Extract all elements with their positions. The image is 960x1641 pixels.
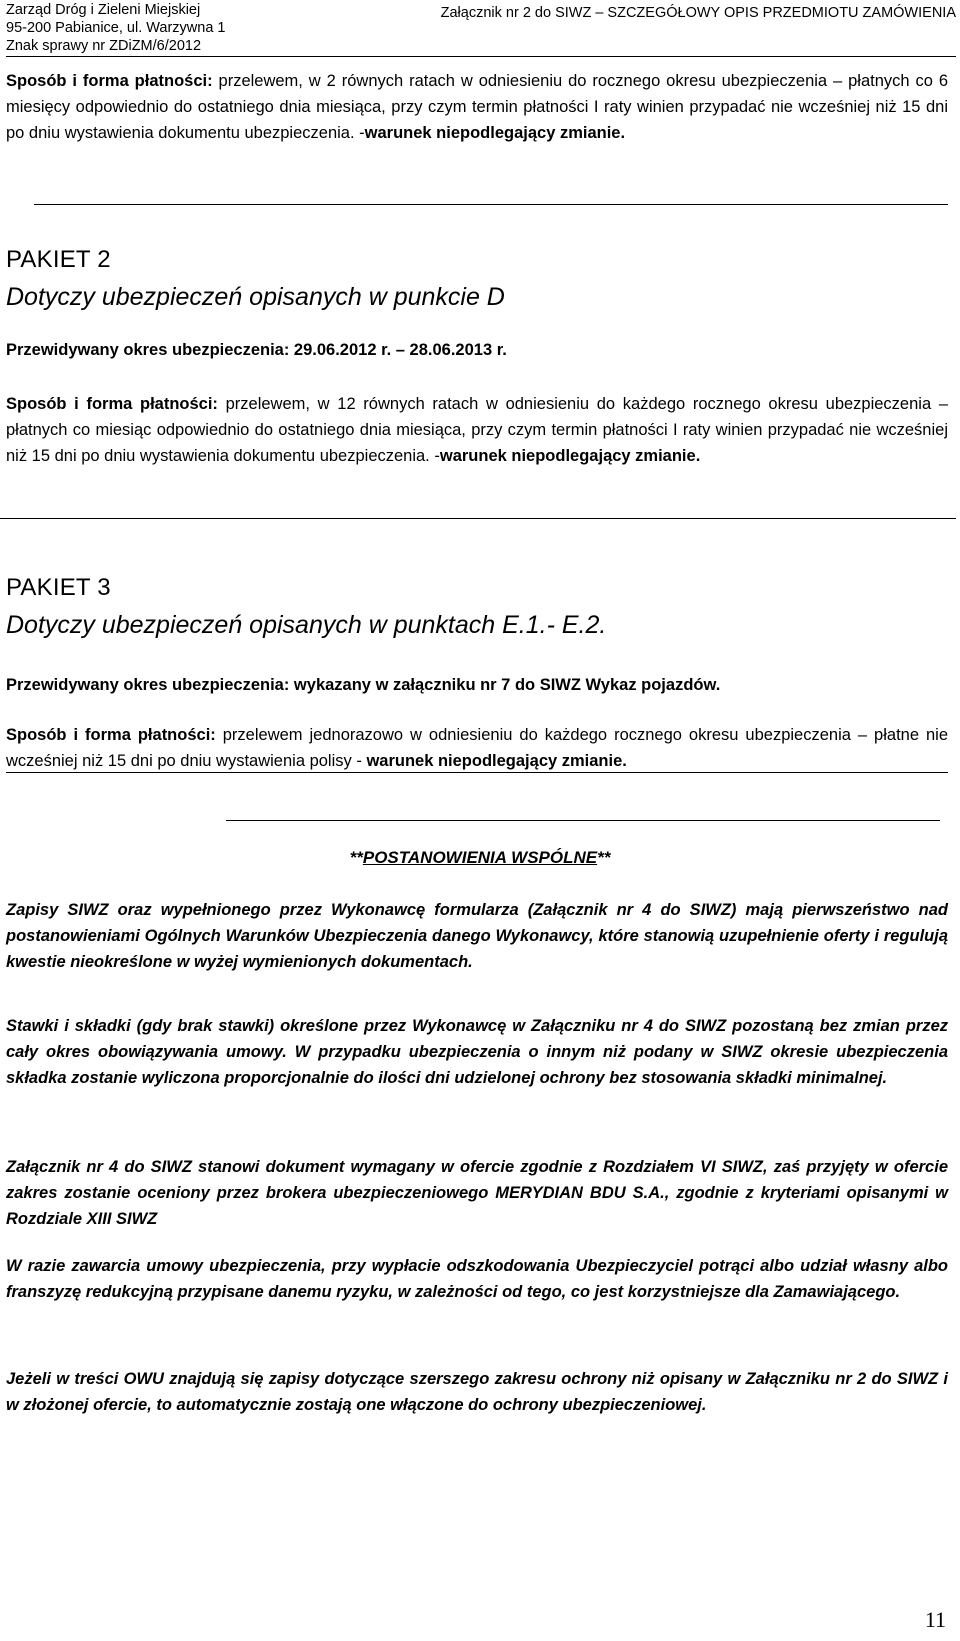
common-paragraph: Zapisy SIWZ oraz wypełnionego przez Wykonawcę formularza (Załącznik nr 4 do SIWZ) mają pierwszeństwo nad postanowieniami Ogólnych Warunków Ubezpieczenia danego Wykonawcy, które stanowią uzupełnienie oferty i regulują kwestie nieokreślone w wyżej wymienionych dokumentach. — [6, 901, 948, 971]
header-line-2: 95-200 Pabianice, ul. Warzywna 1 — [6, 20, 226, 36]
page-number: 11 — [924, 1607, 946, 1632]
common-paragraph: Załącznik nr 4 do SIWZ stanowi dokument wymagany w ofercie zgodnie z Rozdziałem VI SIWZ, zaś przyjęty w ofercie zakres zostanie oceniony przez brokera ubezpieczeniowego MERYDIAN BDU S.A., zgodnie z kryteriami opisanymi w Rozdziale XIII SIWZ — [6, 1158, 948, 1228]
payment-label: Sposób i forma płatności: — [6, 72, 213, 90]
section-divider — [34, 204, 948, 205]
section-divider — [0, 518, 956, 519]
common-paragraph: Jeżeli w treści OWU znajdują się zapisy dotyczące szerszego zakresu ochrony niż opisany w Załączniku nr 2 do SIWZ i w złożonej ofercie, to automatycznie zostają one włączone do ochrony ubezpieczeniowej. — [6, 1370, 948, 1414]
pakiet2-payment-paragraph — [6, 391, 948, 469]
pakiet3-title: PAKIET 3 — [6, 574, 111, 601]
pakiet2-title: PAKIET 2 — [6, 246, 111, 273]
pakiet2-subtitle: Dotyczy ubezpieczeń opisanych w punkcie D — [6, 283, 505, 311]
payment-text: przelewem, w 2 równych ratach w odniesieniu do rocznego okresu ubezpieczenia – płatnych co 6 miesięcy odpowiednio do ostatniego dnia miesiąca, przy czym termin płatności I raty winien przypadać nie wcześniej niż 15 dni po dniu wystawienia dokumentu ubezpieczenia. - — [6, 72, 948, 142]
header-line-1: Zarząd Dróg i Zieleni Miejskiej — [6, 2, 201, 18]
common-title-suffix: ** — [597, 848, 611, 867]
payment-text: przelewem jednorazowo w odniesieniu do każdego rocznego okresu ubezpieczenia – płatne nie wcześniej niż 15 dni po dniu wystawienia polisy - — [6, 726, 948, 770]
common-title-prefix: ** — [349, 848, 363, 867]
pakiet1-payment-paragraph — [6, 68, 948, 146]
pakiet3-payment-paragraph — [6, 722, 948, 774]
header-institution — [6, 1, 226, 55]
pakiet2-period: Przewidywany okres ubezpieczenia: 29.06.2012 r. – 28.06.2013 r. — [6, 341, 507, 359]
common-paragraph: Stawki i składki (gdy brak stawki) określone przez Wykonawcę w Załączniku nr 4 do SIWZ pozostaną bez zmian przez cały okres obowiązywania umowy. W przypadku ubezpieczenia o innym niż podany w SIWZ okresie ubezpieczenia składka zostanie wyliczona proporcjonalnie do ilości dni udzielonej ochrony bez stosowania składki minimalnej. — [6, 1017, 948, 1087]
payment-text: przelewem, w 12 równych ratach w odniesieniu do każdego rocznego okresu ubezpieczenia – płatnych co miesiąc odpowiednio do ostatniego dnia miesiąca, przy czym termin płatności I raty winien przypadać nie wcześniej niż 15 dni po dniu wystawienia dokumentu ubezpieczenia. - — [6, 395, 948, 465]
payment-warning: warunek niepodlegający zmianie. — [366, 752, 627, 770]
common-title-text: POSTANOWIENIA WSPÓLNE — [362, 848, 598, 867]
pakiet3-period: Przewidywany okres ubezpieczenia: wykazany w załączniku nr 7 do SIWZ Wykaz pojazdów. — [6, 676, 721, 694]
header-divider — [6, 56, 956, 57]
payment-warning: warunek niepodlegający zmianie. — [364, 124, 626, 142]
pakiet3-subtitle: Dotyczy ubezpieczeń opisanych w punktach E.1.- E.2. — [6, 611, 607, 639]
section-divider — [6, 772, 948, 773]
header-line-3: Znak sprawy nr ZDiZM/6/2012 — [6, 38, 202, 54]
payment-warning: warunek niepodlegający zmianie. — [439, 447, 701, 465]
payment-label: Sposób i forma płatności: — [6, 395, 218, 413]
header-attachment-title: Załącznik nr 2 do SIWZ – SZCZEGÓŁOWY OPIS PRZEDMIOTU ZAMÓWIENIA — [440, 5, 956, 21]
common-title — [0, 848, 960, 868]
common-paragraph: W razie zawarcia umowy ubezpieczenia, przy wypłacie odszkodowania Ubezpieczyciel potrąci albo udział własny albo franszyzę redukcyjną przypisane danemu ryzyku, w zależności od tego, co jest korzystniejsze dla Zamawiającego. — [6, 1257, 948, 1301]
payment-label: Sposób i forma płatności: — [6, 726, 216, 744]
section-divider — [226, 820, 940, 821]
